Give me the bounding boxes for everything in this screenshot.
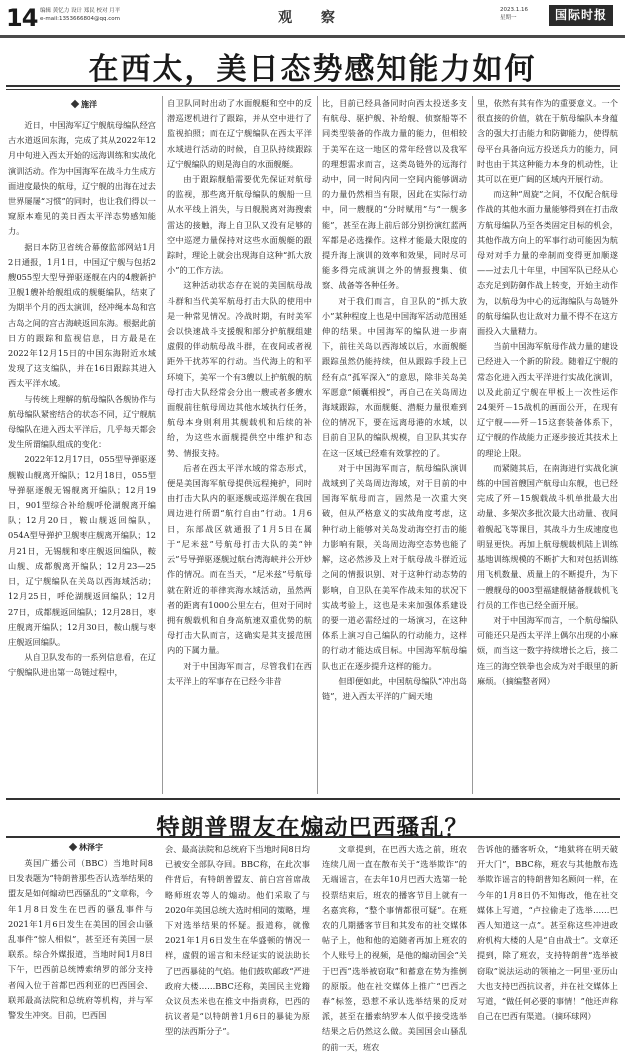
- article-1-column-3: [322, 96, 467, 794]
- paragraph: 近日，中国海军辽宁舰航母编队经宫古水道返回东海，完成了其从2022年12月中旬进入西太开始的远海训练和实战化演训活动。作为中国海军在战斗力生成方面进度最快的航母，辽宁舰的出海在过去世界屡屡“习惯”的同时，也让我们得以一窥原本难见的美日西太平洋态势感知能力。: [8, 120, 156, 237]
- paragraph: 后者在西太平洋水域的常态形式，便是美国海军航母提供远程掩护，同时由打击大队内的驱逐舰或巡洋舰在我国周边进行所谓“航行自由”行动。1月6日，东部战区就通报了1月5日在属于“尼米兹”号航母打击大队的美“钟云”号导弹驱逐舰过航台湾海峡并公开炒作的情况。而在当天，“尼米兹”号航母就在附近的菲律宾海水域活动，虽然两者的距离有1000公里左右，但对于同时拥有舰载机和自身高航速双重优势的航母打击大队而言，这确实是其支援范围内的下属力量。: [167, 462, 312, 656]
- article-2-column-4: [477, 842, 618, 1022]
- article-1-column-1: [8, 118, 156, 794]
- paragraph: 对于中国海军而言，一个航母编队可能还只是西太平洋上偶尔出现的小麻烦，而当这一数字持续增长之后，接二连三的海空铁拳也会成为对手眼里的新麻烦。（摘编整者网）: [477, 614, 618, 686]
- column-divider: [317, 96, 318, 794]
- paragraph: 对于中国海军而言，尽管我们在西太平洋上的军事存在已经今非昔: [167, 660, 312, 686]
- paragraph: 对于我们而言，自卫队的“抓大放小”某种程度上也是中国海军活动范围延伸的结果。中国海军的编队进一步南下，前往关岛以西海域以后，水面舰艇跟踪虽然仍能持续，但从跟踪手段上已经有点“孤军深入”的意思，除非关岛美军愿意“倾囊相授”，再自己在关岛周边海域跟踪，水面舰艇、潜艇力量很难到位的情况下，要在远离母港的水域，以目前自卫队的编队规模，自卫队其实存在这一区域已经难有效掌控的了。: [322, 295, 467, 458]
- paragraph: 由于跟踪舰船需要优先保证对航母的监视，那些离开航母编队的舰船一旦从水平线上消失，与日舰脱离对海搜索雷达的接触，海上自卫队又没有足够的空中巡逻力量保持对这些水面舰艇的跟踪时，理论上就会出现海自这种“抓大放小”的工作方法。: [167, 174, 312, 276]
- divider: [6, 89, 620, 90]
- divider: [6, 798, 620, 800]
- paragraph: 据日本防卫省统合幕僚监部网站1月2日通报，1月1日，中国辽宁舰与包括2艘055型大型导弹驱逐舰在内的4艘新护卫舰1艘补给舰组成的舰艇编队，结束了为期半个月的西太演训，经冲绳本岛和宫古岛之间的宫古海峡返回东海。根据此前日方的跟踪和监视信息，日方最是在2022年12月15日的中国东海附近水域发现了这支编队，并在16日跟踪其进入西太平洋水域。: [8, 241, 156, 389]
- page-number: 14: [6, 4, 38, 32]
- article-2-column-1: [8, 856, 153, 1021]
- article-2-byline: [70, 842, 103, 853]
- divider: [6, 836, 620, 838]
- page-header: [0, 0, 625, 38]
- editor-email: e-mail:1353666804@qq.com: [40, 16, 120, 22]
- paragraph: 对于中国海军而言，航母编队演训战域到了关岛周边海域，对于目前的中国海军航母而言，固然是一次重大突破，但从严格意义的实战角度考虑，这种行动上能够对关岛发动海空打击的能力影响有限，关岛周边海空态势也能了解，这必然涉及上对于航母战斗群近远之间的情报识别、对于这种行动态势的影响，自卫队在美军作战未知的状况下实战考验上，这也是未来加强体系建设的要一道必需经过的一场演习，在这种体系上演习自己编队的行动能力，这样的行动才能达成目标。中国海军航母编队也正在逐步提升这样的能力。: [322, 462, 467, 671]
- issue-date: [500, 6, 528, 22]
- diamond-icon: [69, 843, 77, 851]
- paragraph: 这种活动状态存在说的美国航母战斗群和当代美军航母打击大队的使用中是一种常见情况。冷战时期，有时美军会以快速战斗支援舰和部分护航舰组建虚假的伴动航母战斗群，在夜间或者视距外干扰苏军的行动。当代海上的和平环境下，美军一个有3艘以上护航舰的航母打击大队经常会分出一艘或者多艘水面舰前往航母周边其他水域执行任务，航母本身则利用其舰载机和后续的补给，为这些水面舰提供空中维护和态势、情报支持。: [167, 280, 312, 458]
- paragraph: 告诉他的播客听众，“地狱将在明天破开大门”，BBC称，班农与其他散布选举欺诈谣言的特朗普知名顾问一样，在今年的1月8日仍不知悔改，他在社交媒体上写道，“卢拉偷走了选举……巴西人知道这一点”。甚至称这些冲进政府机构大楼的人是“自由战士”。文章还提到，除了班农，支持特朗普“选举被窃取”说法运动的领袖之一阿里·亚历山大也支持巴西抗议者，并在社交媒体上写道，“做任何必要的事情！”他还声称自己在巴西有渠道。（摘环球网）: [477, 844, 618, 1022]
- newspaper-logo: 国际时报: [549, 5, 613, 26]
- paragraph: 英国广播公司（BBC）当地时间8日发表题为“特朗普那些否认选举结果的盟友是如何煽动巴西骚乱的”文章称，今年1月8日发生在巴西的骚乱事件与2021年1月6日发生在美国的国会山骚乱事件“惊人相似”，甚至还有美国一层联系。综合外媒报道，当地时间1月8日下午，巴西前总统博索纳罗的部分支持者闯入位于首都巴西利亚的巴西国会、联邦最高法院和总统府等机构，并与军警发生冲突。目前，巴西国: [8, 858, 153, 1021]
- editor-names: 编辑 黄忆力 设计 郑民 校对 月平: [40, 8, 121, 14]
- paragraph: 但即便如此，中国航母编队“冲出岛链”，进入西太平洋的广阔天地: [322, 675, 467, 701]
- date-text: 2023.1.16: [500, 7, 528, 13]
- column-divider: [472, 96, 473, 794]
- paragraph: 里，依然有其有作为的重要意义。一个很直接的价值，就在于航母编队本身蕴含的强大打击能力和防御能力，使得航母平台具备向远方投送兵力的能力，同时也由于其这种能力本身的机动性，让其可以在更广阔的区域内开展行动。: [477, 98, 618, 185]
- article-2-column-2: [165, 842, 310, 1037]
- paragraph: 比，目前已经具备同时向西太投送多支有航母、驱护舰、补给舰、侦察船等不同类型装备的作战力量的能力，但相较于美军在这一地区的常年经营以及我军的理想需求而言，这类岛链外的远海行动中，同一时间内同一空间内能够调动的力量仍然相当有限，因此在实际行动中，同一艘舰的“分时赋用”与“一舰多能”，甚至在海上前后部分别扮演红蓝两军都是必选操作。这样才能最大限度的提升海上演训的效率和效果，同时尽可能多得完成演训之外的情报搜集、侦察、战备等各种任务。: [322, 98, 467, 291]
- article-1-byline: [72, 99, 97, 110]
- diamond-icon: [71, 100, 79, 108]
- section-name: 观 察: [278, 10, 347, 26]
- paragraph: 会、最高法院和总统府下当地时间8日均已被安全部队夺回。BBC称，在此次事件背后，有特朗普盟友、前白宫首席战略师班农等人的煽动。他们采取了与2020年美国总统大选时相同的策略，埋下对选举结果的怀疑。报道称，就像2021年1月6日发生在华盛顿的情况一样，虚假的谣言和未经证实的说法助长了巴西暴徒的气焰。他们鼓吹邮政“严进政府大楼……BBC还称，美国民主党籍众议员杰米也在推文中指责称，巴西的抗议者是“以特朗普1月6日的暴徒为原型的法西斯分子”。: [165, 844, 310, 1037]
- article-2-column-3: [322, 842, 467, 1052]
- weekday-text: 星期一: [500, 15, 517, 21]
- paragraph: 自卫队同时出动了水面舰艇和空中的反潜巡逻机进行了跟踪，并从空中进行了监视拍照；而在辽宁舰编队在西太平洋水域进行活动的时候，自卫队持续跟踪辽宁舰编队的则是海自的水面舰艇。: [167, 98, 312, 169]
- article-1-column-2: [167, 96, 312, 794]
- paragraph: 而紧随其后，在南海进行实战化演练的中国首艘国产航母山东舰，也已经完成了歼－15舰载战斗机单批最大出动量、多架次多批次最大出动量、夜间着舰起飞等课目，其战斗力生成速度也明显更快。再加上航母舰载机陆上训练基地训练规模的不断扩大和对包括训练用飞机数量、质量上的不断提升，为下一艘舰母的003型福建舰储备舰载机飞行员的工作也已经全面开展。: [477, 462, 618, 610]
- byline-name: 施洋: [81, 100, 97, 109]
- paragraph: 文章提到，在巴西大选之前，班农连续几周一直在散布关于“选举欺诈”的无端谣言，在去年10月巴西大选第一轮投票结束后，班农的播客节目上就有一名嘉宾称，“整个事情都很可疑”。在班农的几期播客节目和其发布的社交媒体帖子上，他和他的追随者再加上班农的个人账号上的视频，是他的煽动国会“关于巴西”选举被窃取”和蓄意在势为推倒的原版。他在社交媒体上推广“巴西之春”标签，恐惹不承认选举结果的反对派，甚至在播索纳罗本人似乎接受选举结果之后仍然这么做。美国国会山骚乱的前一天，班农: [322, 844, 467, 1052]
- paragraph: 从自卫队发布的一系列信息看，在辽宁舰编队进出第一岛链过程中，: [8, 652, 156, 678]
- column-divider: [162, 96, 163, 794]
- divider: [6, 85, 620, 87]
- paragraph: 而这种“周旋”之间，不仅配合航母作战的其他水面力量能够得到在打击敌方航母编队乃至各类固定目标的机会，其他作战方向上的军事行动可能因为航母对对手力量的牵制而变得更加顺遂——过去几十年里，中国军队已经从心态充足到防御作战上转变，开始主动作为，以航母为中心的远海编队与岛链外的航母编队也让敌对力量不得不在这方面投入大量精力。: [477, 189, 618, 337]
- paragraph: 与传统上理解的航母编队各舰协作与航母编队紧密结合的状态不同，辽宁舰航母编队在进入西太平洋后，几乎每天都会发生所谓编队组成的变化：: [8, 393, 156, 450]
- article-1-column-4: [477, 96, 618, 794]
- article-1-headline: 在西太，美日态势感知能力如何: [88, 52, 537, 87]
- article-2-headline: 特朗普盟友在煽动巴西骚乱？: [156, 815, 469, 841]
- paragraph: 2022年12月17日，055型导弹驱逐舰鞍山舰离开编队；12月18日，055型导弹驱逐舰无锡舰离开编队；12月19日，901型综合补给舰呼伦湖舰离开编队；12月20日，鞍山舰返回编队，054A型导弹护卫舰枣庄舰离开编队；12月21日，无锡舰和枣庄舰返回编队，鞍山舰、成都舰离开编队；12月23—25日，辽宁舰编队在关岛以西海域活动；12月25日，呼伦湖舰返回编队；12月27日，成都舰返回编队；12月28日，枣庄舰离开编队；12月30日，鞍山舰与枣庄舰返回编队。: [8, 454, 156, 647]
- paragraph: 当前中国海军航母作战力量的建设已经进入一个新的阶段。随着辽宁舰的常态化进入西太平洋进行实战化演训，以及此前辽宁舰在甲板上一次性运作24架歼－15战机的画面公开，在现有辽宁舰——歼－15这套装备体系下，辽宁舰的作战能力正逐步接近其技术上的理论上限。: [477, 341, 618, 458]
- byline-name: 林泽宇: [79, 843, 103, 852]
